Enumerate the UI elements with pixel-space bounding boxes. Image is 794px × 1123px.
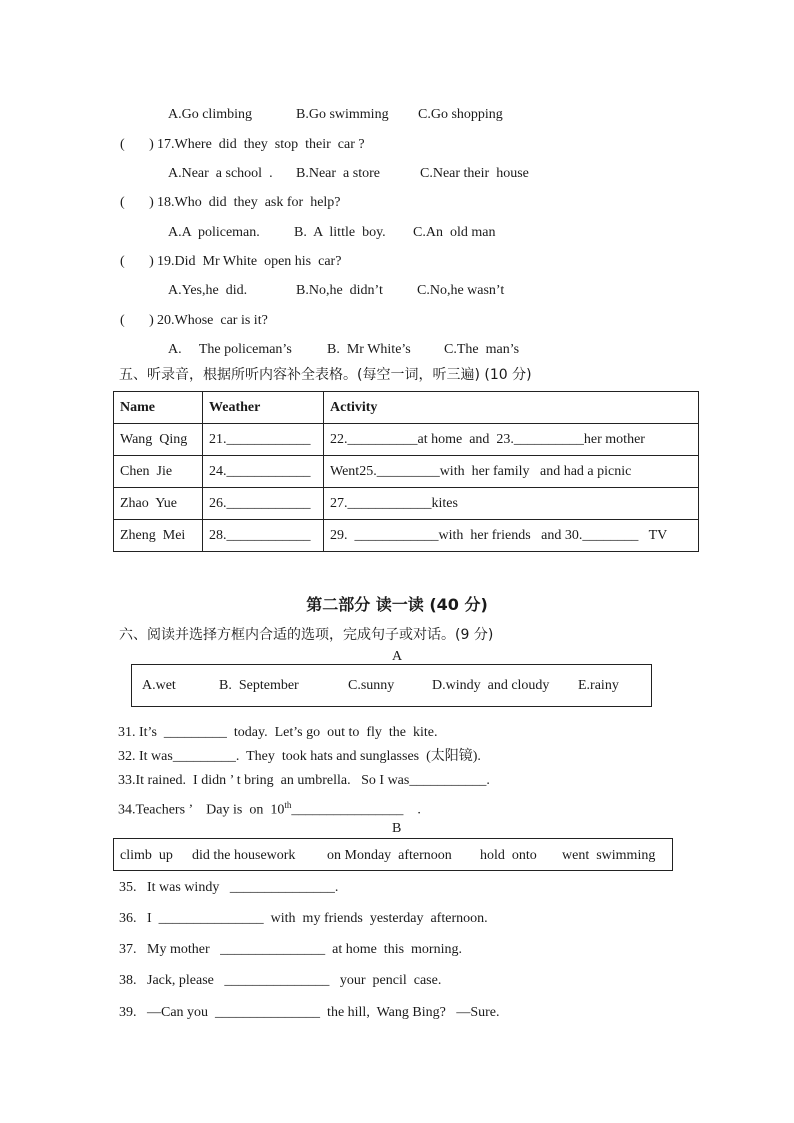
q17-option-b: B.Near a store [296,166,380,181]
cell-weather: 24.____________ [203,456,324,488]
box-a-option: B. September [219,678,299,693]
q18-option-b: B. A little boy. [294,225,386,240]
word-box-a [131,664,652,707]
q17-option-a: A.Near a school . [168,166,273,181]
box-b-option: went swimming [562,848,656,863]
table-row [114,424,699,456]
part2-title: 第二部分 读一读 (40 分) [306,595,488,614]
q20-text: 20.Whose car is it? [157,313,268,328]
box-b-option: climb up [120,848,173,863]
box-b-label: B [392,821,402,836]
q17-text: 17.Where did they stop their car ? [157,137,365,152]
box-a-option: E.rainy [578,678,619,693]
cell-activity: 22.__________at home and 23.__________her mother [324,424,699,456]
table-row [114,520,699,552]
sentence-35: 35. It was windy _______________. [119,880,339,895]
sentence-34 [118,796,421,820]
sentence-32: 32. It was_________. They took hats and sunglasses (太阳镜). [118,749,481,764]
table-header-row [114,392,699,424]
q19-option-c: C.No,he wasn’t [417,283,505,298]
sentence-31: 31. It’s _________ today. Let’s go out to fly the kite. [118,725,438,740]
word-box-b [113,838,673,871]
cell-activity: 29. ____________with her friends and 30.________ TV [324,520,699,552]
sentence-33: 33.It rained. I didn ’ t bring an umbrella. So I was___________. [118,773,490,788]
sentence-36: 36. I _______________ with my friends yesterday afternoon. [119,911,488,926]
header-weather: Weather [203,392,324,424]
q19-paren: ( ) [120,254,154,269]
q18-paren: ( ) [120,195,154,210]
table-row [114,456,699,488]
q19-option-b: B.No,he didn’t [296,283,383,298]
q19-text: 19.Did Mr White open his car? [157,254,342,269]
section6-heading: 六、阅读并选择方框内合适的选项，完成句子或对话。(9 分) [119,627,494,643]
cell-activity: Went25._________with her family and had a picnic [324,456,699,488]
sentence-39: 39. —Can you _______________ the hill, Wang Bing? —Sure. [119,1005,500,1020]
q18-option-a: A.A policeman. [168,225,260,240]
cell-name: Zheng Mei [114,520,203,552]
box-a-label: A [392,649,403,664]
q18-text: 18.Who did they ask for help? [157,195,341,210]
sentence-37: 37. My mother _______________ at home this morning. [119,942,462,957]
sentence-34-end: ________________ . [291,802,421,818]
q17-paren: ( ) [120,137,154,152]
q20-paren: ( ) [120,313,154,328]
q16-option-a: A.Go climbing [168,107,252,122]
q20-option-c: C.The man’s [444,342,520,357]
header-activity: Activity [324,392,699,424]
section5-heading: 五、听录音，根据所听内容补全表格。(每空一词，听三遍) (10 分) [119,367,532,383]
cell-weather: 28.____________ [203,520,324,552]
cell-name: Zhao Yue [114,488,203,520]
q16-option-b: B.Go swimming [296,107,389,122]
listening-table [113,391,699,552]
cell-activity: 27.____________kites [324,488,699,520]
box-b-option: did the housework [192,848,296,863]
q17-option-c: C.Near their house [420,166,529,181]
sentence-38: 38. Jack, please _______________ your pencil case. [119,973,442,988]
q20-option-b: B. Mr White’s [327,342,411,357]
sentence-34-start: 34.Teachers ’ Day is on 10 [118,802,285,818]
ordinal-suffix: th [284,800,292,810]
box-a-option: D.windy and cloudy [432,678,550,693]
cell-name: Chen Jie [114,456,203,488]
cell-name: Wang Qing [114,424,203,456]
q16-option-c: C.Go shopping [418,107,503,122]
table-row [114,488,699,520]
header-name: Name [114,392,203,424]
box-b-option: hold onto [480,848,537,863]
box-a-option: C.sunny [348,678,395,693]
cell-weather: 21.____________ [203,424,324,456]
cell-weather: 26.____________ [203,488,324,520]
q19-option-a: A.Yes,he did. [168,283,248,298]
box-b-option: on Monday afternoon [327,848,452,863]
q18-option-c: C.An old man [413,225,496,240]
box-a-option: A.wet [142,678,176,693]
q20-option-a: A. The policeman’s [168,342,292,357]
